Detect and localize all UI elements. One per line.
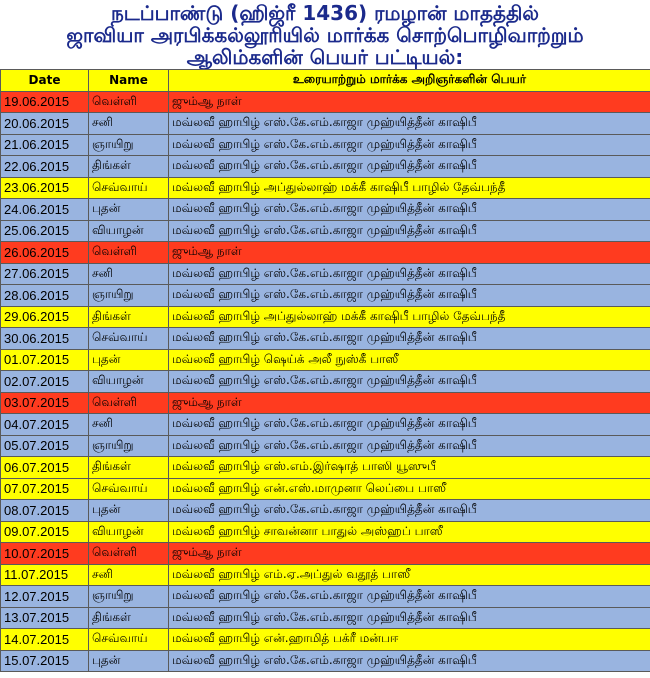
speaker-cell[interactable]: மவ்லவீ ஹாபிழ் எம்.ஏ.அப்துல் வதூத் பாஸீ (169, 564, 650, 586)
date-cell[interactable]: 30.06.2015 (1, 328, 89, 350)
date-cell[interactable]: 28.06.2015 (1, 285, 89, 307)
table-row (1, 521, 650, 543)
table-row (1, 242, 650, 264)
table-row (1, 500, 650, 522)
day-cell[interactable]: வியாழன் (89, 521, 169, 543)
day-cell[interactable]: வியாழன் (89, 220, 169, 242)
table-row (1, 543, 650, 565)
date-cell[interactable]: 02.07.2015 (1, 371, 89, 393)
table-row (1, 156, 650, 178)
table-row (1, 457, 650, 479)
schedule-table (0, 69, 650, 672)
day-cell[interactable]: திங்கள் (89, 457, 169, 479)
table-row (1, 349, 650, 371)
day-cell[interactable]: செவ்வாய் (89, 629, 169, 651)
day-cell[interactable]: சனி (89, 113, 169, 135)
day-cell[interactable]: புதன் (89, 349, 169, 371)
day-cell[interactable]: வெள்ளி (89, 91, 169, 113)
table-row (1, 586, 650, 608)
speaker-cell[interactable]: ஜும்ஆ நாள் (169, 543, 650, 565)
speaker-cell[interactable]: மவ்லவீ ஹாபிழ் எஸ்.கே.எம்.காஜா முஹ்யித்தீன் காஷிபீ (169, 263, 650, 285)
date-cell[interactable]: 04.07.2015 (1, 414, 89, 436)
table-row (1, 392, 650, 414)
date-cell[interactable]: 23.06.2015 (1, 177, 89, 199)
date-cell[interactable]: 08.07.2015 (1, 500, 89, 522)
date-cell[interactable]: 19.06.2015 (1, 91, 89, 113)
day-cell[interactable]: புதன் (89, 199, 169, 221)
day-cell[interactable]: வெள்ளி (89, 392, 169, 414)
title-line-2: ஜாவியா அரபிக்கல்லூரியில் மார்க்க சொற்பொழிவாற்றும் (66, 23, 584, 47)
title-line-3: ஆலிம்களின் பெயர் பட்டியல்: (186, 45, 464, 69)
day-cell[interactable]: செவ்வாய் (89, 478, 169, 500)
date-cell[interactable]: 07.07.2015 (1, 478, 89, 500)
date-cell[interactable]: 15.07.2015 (1, 650, 89, 672)
day-cell[interactable]: வெள்ளி (89, 543, 169, 565)
speaker-cell[interactable]: மவ்லவீ ஹாபிழ் எஸ்.கே.எம்.காஜா முஹ்யித்தீன் காஷிபீ (169, 134, 650, 156)
table-row (1, 564, 650, 586)
speaker-cell[interactable]: ஜும்ஆ நாள் (169, 91, 650, 113)
day-cell[interactable]: திங்கள் (89, 607, 169, 629)
table-row (1, 263, 650, 285)
speaker-cell[interactable]: மவ்லவீ ஹாபிழ் எஸ்.கே.எம்.காஜா முஹ்யித்தீன் காஷிபீ (169, 586, 650, 608)
day-cell[interactable]: திங்கள் (89, 306, 169, 328)
speaker-cell[interactable]: மவ்லவீ ஹாபிழ் எஸ்.கே.எம்.காஜா முஹ்யித்தீன் காஷிபீ (169, 285, 650, 307)
date-cell[interactable]: 01.07.2015 (1, 349, 89, 371)
day-cell[interactable]: வெள்ளி (89, 242, 169, 264)
speaker-cell[interactable]: மவ்லவீ ஹாபிழ் அப்துல்லாஹ் மக்கீ காஷிபீ பாழில் தேவ்பந்தீ (169, 177, 650, 199)
table-row (1, 629, 650, 651)
header-name[interactable]: Name (89, 70, 169, 92)
speaker-cell[interactable]: மவ்லவீ ஹாபிழ் எஸ்.கே.எம்.காஜா முஹ்யித்தீன் காஷிபீ (169, 650, 650, 672)
table-row (1, 607, 650, 629)
speaker-cell[interactable]: ஜும்ஆ நாள் (169, 242, 650, 264)
speaker-cell[interactable]: மவ்லவீ ஹாபிழ் எஸ்.கே.எம்.காஜா முஹ்யித்தீன் காஷிபீ (169, 156, 650, 178)
day-cell[interactable]: புதன் (89, 500, 169, 522)
table-row (1, 650, 650, 672)
date-cell[interactable]: 13.07.2015 (1, 607, 89, 629)
speaker-cell[interactable]: மவ்லவீ ஹாபிழ் ஷெய்க் அலீ நுஸ்கீ பாஸீ (169, 349, 650, 371)
speaker-cell[interactable]: மவ்லவீ ஹாபிழ் எஸ்.எம்.இர்ஷாத் பாஸி யூஸுபீ (169, 457, 650, 479)
speaker-cell[interactable]: மவ்லவீ ஹாபிழ் எஸ்.கே.எம்.காஜா முஹ்யித்தீன் காஷிபீ (169, 607, 650, 629)
date-cell[interactable]: 05.07.2015 (1, 435, 89, 457)
date-cell[interactable]: 21.06.2015 (1, 134, 89, 156)
day-cell[interactable]: ஞாயிறு (89, 134, 169, 156)
table-row (1, 478, 650, 500)
speaker-cell[interactable]: மவ்லவீ ஹாபிழ் என்.எஸ்.மாமுனா லெப்பை பாஸீ (169, 478, 650, 500)
header-row (1, 70, 650, 92)
table-row (1, 113, 650, 135)
title-line-1: நடப்பாண்டு (ஹிஜ்ரீ 1436) ரமழான் மாதத்தில் (110, 1, 540, 25)
day-cell[interactable]: திங்கள் (89, 156, 169, 178)
date-cell[interactable]: 29.06.2015 (1, 306, 89, 328)
date-cell[interactable]: 03.07.2015 (1, 392, 89, 414)
date-cell[interactable]: 06.07.2015 (1, 457, 89, 479)
table-row (1, 328, 650, 350)
table-row (1, 134, 650, 156)
day-cell[interactable]: சனி (89, 263, 169, 285)
speaker-cell[interactable]: மவ்லவீ ஹாபிழ் எஸ்.கே.எம்.காஜா முஹ்யித்தீன் காஷிபீ (169, 414, 650, 436)
date-cell[interactable]: 14.07.2015 (1, 629, 89, 651)
speaker-cell[interactable]: மவ்லவீ ஹாபிழ் எஸ்.கே.எம்.காஜா முஹ்யித்தீன் காஷிபீ (169, 500, 650, 522)
day-cell[interactable]: செவ்வாய் (89, 177, 169, 199)
speaker-cell[interactable]: மவ்லவீ ஹாபிழ் எஸ்.கே.எம்.காஜா முஹ்யித்தீன் காஷிபீ (169, 328, 650, 350)
table-row (1, 371, 650, 393)
day-cell[interactable]: செவ்வாய் (89, 328, 169, 350)
speaker-cell[interactable]: மவ்லவீ ஹாபிழ் எஸ்.கே.எம்.காஜா முஹ்யித்தீன் காஷிபீ (169, 220, 650, 242)
day-cell[interactable]: வியாழன் (89, 371, 169, 393)
table-row (1, 414, 650, 436)
speaker-cell[interactable]: மவ்லவீ ஹாபிழ் அப்துல்லாஹ் மக்கீ காஷிபீ பாழில் தேவ்பந்தீ (169, 306, 650, 328)
date-cell[interactable]: 11.07.2015 (1, 564, 89, 586)
header-speaker[interactable]: உரையாற்றும் மார்க்க அறிஞர்களின் பெயர் (169, 70, 650, 92)
table-row (1, 435, 650, 457)
date-cell[interactable]: 27.06.2015 (1, 263, 89, 285)
speaker-cell[interactable]: மவ்லவீ ஹாபிழ் எஸ்.கே.எம்.காஜா முஹ்யித்தீன் காஷிபீ (169, 199, 650, 221)
speaker-cell[interactable]: மவ்லவீ ஹாபிழ் எஸ்.கே.எம்.காஜா முஹ்யித்தீன் காஷிபீ (169, 435, 650, 457)
date-cell[interactable]: 09.07.2015 (1, 521, 89, 543)
table-row (1, 199, 650, 221)
day-cell[interactable]: ஞாயிறு (89, 586, 169, 608)
table-row (1, 285, 650, 307)
date-cell[interactable]: 10.07.2015 (1, 543, 89, 565)
speaker-cell[interactable]: மவ்லவீ ஹாபிழ் சாவன்னா பாதுல் அஸ்ஹப் பாஸீ (169, 521, 650, 543)
page-title (0, 0, 650, 71)
table-row (1, 177, 650, 199)
speaker-cell[interactable]: ஜும்ஆ நாள் (169, 392, 650, 414)
date-cell[interactable]: 22.06.2015 (1, 156, 89, 178)
table-row (1, 91, 650, 113)
day-cell[interactable]: ஞாயிறு (89, 435, 169, 457)
date-cell[interactable]: 20.06.2015 (1, 113, 89, 135)
day-cell[interactable]: சனி (89, 414, 169, 436)
day-cell[interactable]: ஞாயிறு (89, 285, 169, 307)
speaker-cell[interactable]: மவ்லவீ ஹாபிழ் என்.ஹாமித் பக்ரீ மன்பஈ (169, 629, 650, 651)
table-row (1, 220, 650, 242)
date-cell[interactable]: 24.06.2015 (1, 199, 89, 221)
speaker-cell[interactable]: மவ்லவீ ஹாபிழ் எஸ்.கே.எம்.காஜா முஹ்யித்தீன் காஷிபீ (169, 113, 650, 135)
header-date[interactable]: Date (1, 70, 89, 92)
day-cell[interactable]: சனி (89, 564, 169, 586)
date-cell[interactable]: 25.06.2015 (1, 220, 89, 242)
date-cell[interactable]: 26.06.2015 (1, 242, 89, 264)
date-cell[interactable]: 12.07.2015 (1, 586, 89, 608)
day-cell[interactable]: புதன் (89, 650, 169, 672)
speaker-cell[interactable]: மவ்லவீ ஹாபிழ் எஸ்.கே.எம்.காஜா முஹ்யித்தீன் காஷிபீ (169, 371, 650, 393)
table-row (1, 306, 650, 328)
